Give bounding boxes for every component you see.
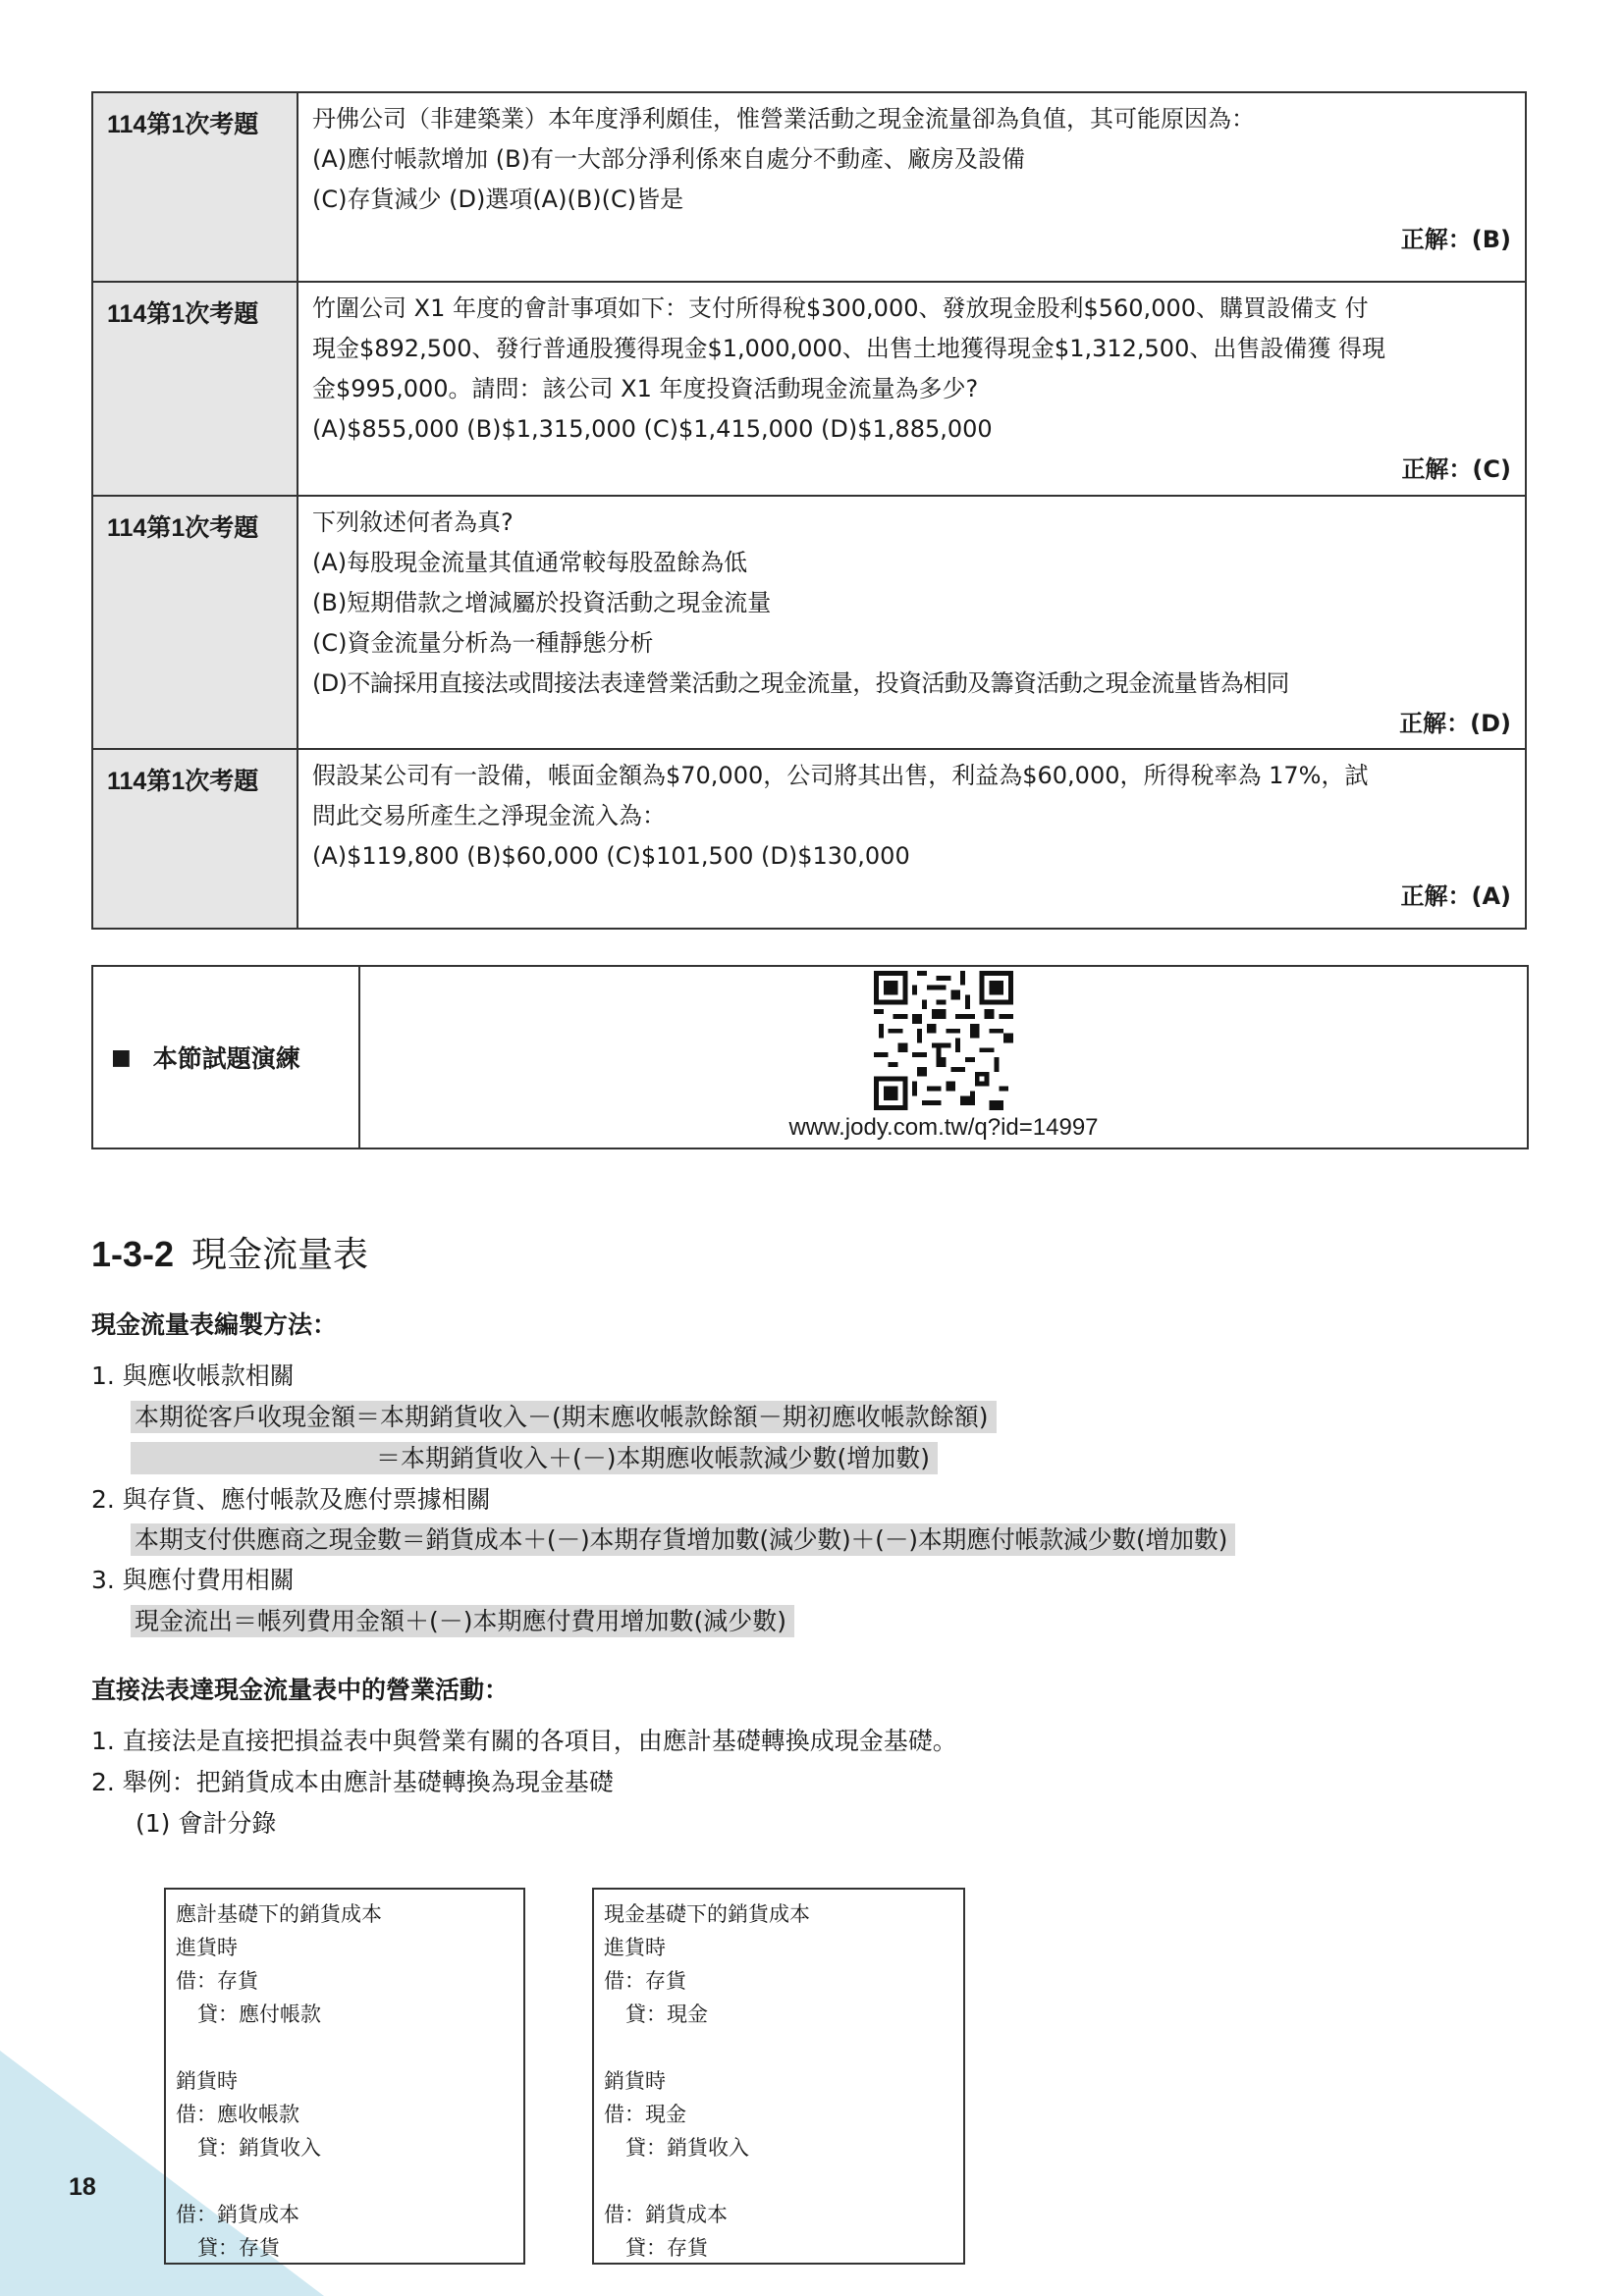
question-line: (D)不論採用直接法或間接法表達營業活動之現金流量，投資活動及籌資活動之現金流量皆為相同 (312, 669, 1289, 697)
journal-box-cash (592, 1888, 965, 2265)
journal-debit: 借：存貨 (176, 1969, 258, 1993)
direct-heading: 直接法表達現金流量表中的營業活動： (91, 1676, 510, 1704)
section-title-text: 現金流量表 (191, 1235, 369, 1275)
section-number: 1-3-2 (91, 1234, 175, 1274)
question-line: (B)短期借款之增減屬於投資活動之現金流量 (312, 589, 772, 616)
journal-event: 銷貨時 (176, 2069, 238, 2093)
exam-tag: 114第1次考題 (92, 749, 298, 929)
question-line: (C)存貨減少 (D)選項(A)(B)(C)皆是 (312, 186, 684, 213)
answer-label: 正解：(B) (1400, 226, 1511, 253)
exam-row (92, 282, 1526, 496)
practice-url-link[interactable]: www.jody.com.tw/q?id=14997 (788, 1114, 1099, 1141)
exam-tag: 114第1次考題 (92, 282, 298, 496)
question-line: (C)資金流量分析為一種靜態分析 (312, 629, 654, 657)
formula-line (131, 1439, 938, 1474)
question-line: 丹佛公司（非建築業）本年度淨利頗佳，惟營業活動之現金流量卻為負值，其可能原因為： (312, 105, 1255, 133)
journal-credit: 貸：銷貨收入 (197, 2136, 321, 2160)
square-bullet-icon: ■ (111, 1044, 132, 1070)
question-line: (A)應付帳款增加 (B)有一大部分淨利係來自處分不動產、廠房及設備 (312, 145, 1025, 173)
formula-highlight: 本期支付供應商之現金數＝銷貨成本＋(－)本期存貨增加數(減少數)＋(－)本期應付帳款減少數(增加數) (131, 1523, 1235, 1556)
exam-question (298, 282, 1526, 496)
practice-label-cell (93, 967, 360, 1148)
journal-credit: 貸：應付帳款 (197, 2002, 321, 2026)
methods-heading: 現金流量表編製方法： (91, 1310, 338, 1339)
formula-highlight: ＝本期銷貨收入＋(－)本期應收帳款減少數(增加數) (131, 1442, 938, 1474)
exam-question-table (91, 91, 1527, 930)
journal-debit: 借：現金 (604, 2103, 686, 2126)
exam-tag: 114第1次考題 (92, 496, 298, 749)
answer-label: 正解：(C) (1401, 455, 1511, 483)
exam-row (92, 749, 1526, 929)
journal-title: 現金基礎下的銷貨成本 (604, 1902, 810, 1926)
question-line: (A)每股現金流量其值通常較每股盈餘為低 (312, 549, 748, 576)
practice-box (91, 965, 1529, 1149)
journal-debit: 借：存貨 (604, 1969, 686, 1993)
journal-title: 應計基礎下的銷貨成本 (176, 1902, 382, 1926)
formula-line (131, 1398, 997, 1433)
practice-label: 本節試題演練 (152, 1044, 300, 1073)
exam-question (298, 496, 1526, 749)
page-number: 18 (69, 2173, 96, 2201)
formula-highlight: 現金流出＝帳列費用金額＋(－)本期應付費用增加數(減少數) (131, 1605, 794, 1637)
formula-highlight: 本期從客戶收現金額＝本期銷貨收入－(期末應收帳款餘額－期初應收帳款餘額) (131, 1401, 997, 1433)
journal-event: 銷貨時 (604, 2069, 666, 2093)
formula-line (131, 1521, 1235, 1556)
journal-credit: 貸：存貨 (197, 2236, 280, 2260)
exam-question (298, 92, 1526, 282)
journal-event: 進貨時 (176, 1936, 238, 1959)
exam-question (298, 749, 1526, 929)
exam-tag: 114第1次考題 (92, 92, 298, 282)
direct-item-1: 1. 直接法是直接把損益表中與營業有關的各項目，由應計基礎轉換成現金基礎。 (91, 1727, 957, 1755)
journal-debit: 借：應收帳款 (176, 2103, 299, 2126)
question-line: 現金$892,500、發行普通股獲得現金$1,000,000、出售土地獲得現金$1,312,500、出售設備獲 得現 (312, 335, 1385, 362)
question-line: 下列敘述何者為真? (312, 508, 514, 536)
journal-box-accrual (164, 1888, 525, 2265)
method-item-1: 1. 與應收帳款相關 (91, 1362, 295, 1390)
method-item-3: 3. 與應付費用相關 (91, 1566, 295, 1594)
question-line: (A)$855,000 (B)$1,315,000 (C)$1,415,000 (D)$1,885,000 (312, 415, 993, 443)
journal-credit: 貸：銷貨收入 (625, 2136, 749, 2160)
question-line: 竹圍公司 X1 年度的會計事項如下：支付所得稅$300,000、發放現金股利$560,000、購買設備支 付 (312, 294, 1369, 322)
question-line: (A)$119,800 (B)$60,000 (C)$101,500 (D)$130,000 (312, 842, 910, 870)
qr-cell (360, 967, 1527, 1148)
exam-row (92, 92, 1526, 282)
direct-item-2: 2. 舉例：把銷貨成本由應計基礎轉換為現金基礎 (91, 1768, 614, 1796)
journal-credit: 貸：存貨 (625, 2236, 708, 2260)
qr-code-icon[interactable] (874, 971, 1013, 1110)
question-line: 假設某公司有一設備，帳面金額為$70,000，公司將其出售，利益為$60,000，所得稅率為 17%，試 (312, 762, 1369, 789)
journal-debit: 借：銷貨成本 (176, 2203, 299, 2226)
question-line: 問此交易所產生之淨現金流入為： (312, 802, 666, 829)
method-item-2: 2. 與存貨、應付帳款及應付票據相關 (91, 1485, 491, 1514)
direct-sub-item: (1) 會計分錄 (135, 1809, 277, 1838)
journal-credit: 貸：現金 (625, 2002, 708, 2026)
exam-row (92, 496, 1526, 749)
journal-event: 進貨時 (604, 1936, 666, 1959)
answer-label: 正解：(A) (1400, 882, 1511, 910)
formula-line (131, 1602, 794, 1637)
answer-label: 正解：(D) (1399, 710, 1511, 737)
journal-debit: 借：銷貨成本 (604, 2203, 728, 2226)
section-title (91, 1227, 368, 1277)
question-line: 金$995,000。請問：該公司 X1 年度投資活動現金流量為多少? (312, 375, 979, 402)
